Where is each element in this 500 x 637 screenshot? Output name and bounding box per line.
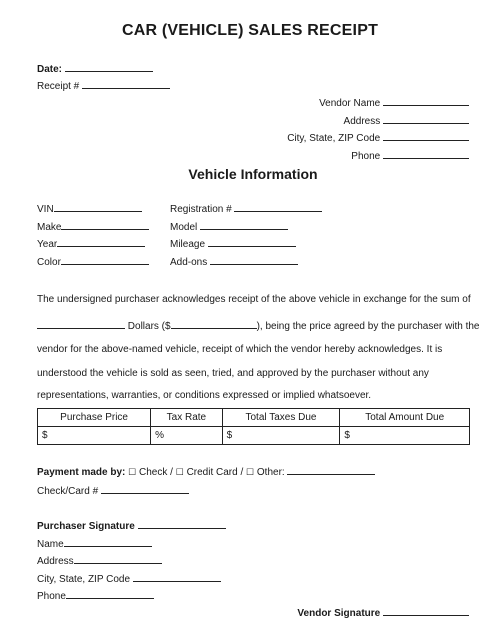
model-line[interactable]	[200, 220, 288, 230]
vendor-city-field[interactable]	[287, 131, 469, 145]
amount-words-line[interactable]	[37, 319, 125, 329]
purchaser-phone-field[interactable]	[37, 589, 154, 603]
table-header-row	[38, 409, 470, 427]
vendor-name-line[interactable]	[383, 96, 469, 106]
vendor-signature-label: Vendor Signature	[297, 608, 381, 619]
check-card-line[interactable]	[101, 484, 189, 494]
registration-line[interactable]	[234, 202, 322, 212]
purchase-price-header: Purchase Price	[38, 409, 151, 427]
vendor-address-label: Address	[343, 116, 381, 127]
receipt-label: Receipt #	[37, 81, 80, 92]
vendor-address-line[interactable]	[383, 114, 469, 124]
purchaser-phone-label: Phone	[37, 591, 66, 602]
paragraph-line-3: vendor for the above-named vehicle, receipt of which the vendor hereby acknowledges. It is	[37, 344, 443, 355]
credit-card-option-label: Credit Card /	[186, 467, 244, 478]
mileage-label: Mileage	[170, 239, 206, 250]
purchaser-address-line[interactable]	[74, 554, 162, 564]
vin-line[interactable]	[54, 202, 142, 212]
purchaser-city-field[interactable]	[37, 572, 221, 586]
vendor-name-label: Vendor Name	[319, 98, 381, 109]
vendor-name-field[interactable]	[319, 96, 469, 110]
dollars-label: Dollars ($	[127, 321, 171, 332]
addons-field[interactable]	[170, 255, 298, 269]
other-line[interactable]	[287, 465, 375, 475]
paragraph-line-4: understood the vehicle is sold as seen, tried, and approved by the purchaser without any	[37, 368, 429, 379]
purchaser-city-label: City, State, ZIP Code	[37, 574, 131, 585]
make-field[interactable]	[37, 220, 149, 234]
date-label: Date:	[37, 64, 63, 75]
tax-rate-header: Tax Rate	[151, 409, 222, 427]
model-field[interactable]	[170, 220, 288, 234]
vendor-phone-line[interactable]	[383, 149, 469, 159]
receipt-number-field[interactable]	[37, 79, 170, 93]
year-label: Year	[37, 239, 58, 250]
purchaser-name-line[interactable]	[64, 537, 152, 547]
purchaser-signature-line[interactable]	[138, 519, 226, 529]
purchaser-name-field[interactable]	[37, 537, 152, 551]
mileage-field[interactable]	[170, 237, 296, 251]
paragraph-line-5: representations, warranties, or conditions expressed or implied whatsoever.	[37, 390, 372, 401]
vendor-signature-field[interactable]	[297, 606, 469, 620]
vin-label: VIN	[37, 204, 54, 215]
amount-number-line[interactable]	[171, 319, 257, 329]
vendor-address-field[interactable]	[344, 114, 469, 128]
purchaser-signature-label: Purchaser Signature	[37, 521, 135, 532]
total-taxes-cell[interactable]: $	[222, 427, 340, 445]
document-title: CAR (VEHICLE) SALES RECEIPT	[121, 22, 379, 39]
purchase-price-cell[interactable]: $	[38, 427, 151, 445]
payment-label: Payment made by:	[37, 467, 126, 478]
table-row	[38, 427, 470, 445]
purchaser-phone-line[interactable]	[66, 589, 154, 599]
credit-card-checkbox[interactable]: ☐	[175, 467, 184, 477]
date-line[interactable]	[65, 62, 153, 72]
vendor-city-line[interactable]	[383, 131, 469, 141]
vendor-signature-line[interactable]	[383, 606, 469, 616]
price-table	[37, 408, 470, 445]
check-option-label: Check /	[139, 467, 173, 478]
purchaser-address-label: Address	[37, 556, 74, 567]
registration-label: Registration #	[170, 204, 232, 215]
color-line[interactable]	[61, 255, 149, 265]
total-taxes-header: Total Taxes Due	[222, 409, 340, 427]
date-field[interactable]	[37, 62, 153, 76]
paragraph-line-1: The undersigned purchaser acknowledges receipt of the above vehicle in exchange for the sum of	[37, 294, 471, 305]
vendor-phone-field[interactable]	[351, 149, 469, 163]
other-option-label: Other:	[256, 467, 285, 478]
purchaser-address-field[interactable]	[37, 554, 162, 568]
color-label: Color	[37, 257, 61, 268]
vehicle-info-heading: Vehicle Information	[188, 166, 318, 182]
make-line[interactable]	[61, 220, 149, 230]
check-checkbox[interactable]: ☐	[128, 467, 137, 477]
mileage-line[interactable]	[208, 237, 296, 247]
total-amount-header: Total Amount Due	[340, 409, 470, 427]
year-line[interactable]	[57, 237, 145, 247]
paragraph-line-2	[37, 319, 480, 333]
check-card-label: Check/Card #	[37, 486, 99, 497]
year-field[interactable]	[37, 237, 145, 251]
make-label: Make	[37, 222, 62, 233]
payment-method-row	[37, 465, 375, 479]
vendor-city-label: City, State, ZIP Code	[287, 133, 381, 144]
addons-line[interactable]	[210, 255, 298, 265]
agreed-price-text: ), being the price agreed by the purchaser with the	[256, 321, 480, 332]
receipt-line[interactable]	[82, 79, 170, 89]
tax-rate-cell[interactable]: %	[151, 427, 222, 445]
other-checkbox[interactable]: ☐	[246, 467, 255, 477]
total-amount-cell[interactable]: $	[340, 427, 470, 445]
purchaser-signature-field[interactable]	[37, 519, 226, 533]
check-card-number-field[interactable]	[37, 484, 189, 498]
color-field[interactable]	[37, 255, 149, 269]
model-label: Model	[170, 222, 198, 233]
addons-label: Add-ons	[170, 257, 208, 268]
purchaser-name-label: Name	[37, 539, 64, 550]
purchaser-city-line[interactable]	[133, 572, 221, 582]
vendor-phone-label: Phone	[351, 151, 381, 162]
vin-field[interactable]	[37, 202, 142, 216]
registration-field[interactable]	[170, 202, 322, 216]
